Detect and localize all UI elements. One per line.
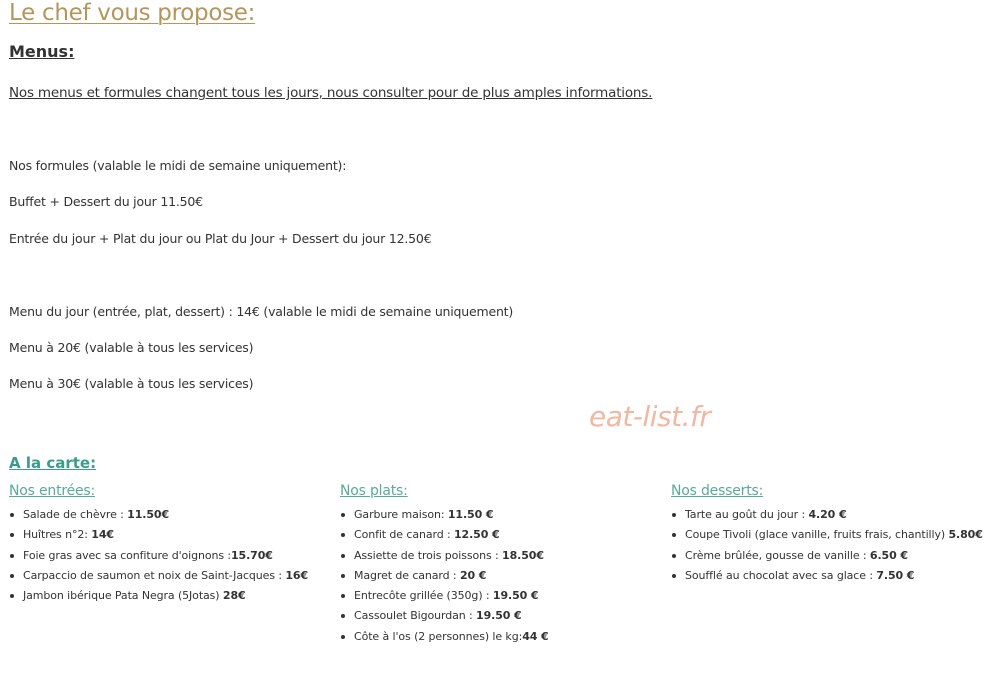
dish-name: Côte à l'os (2 personnes) le kg: xyxy=(354,629,523,643)
entrees-list xyxy=(9,505,308,606)
list-item xyxy=(671,525,983,545)
dish-name: Soufflé au chocolat avec sa glace : xyxy=(685,568,877,582)
plats-section xyxy=(340,483,549,647)
menus-heading: Menus: xyxy=(9,42,75,61)
dish-name: Coupe Tivoli (glace vanille, fruits frais, chantilly) xyxy=(685,528,949,542)
dish-name: Tarte au goût du jour : xyxy=(685,508,809,521)
carte-heading: A la carte: xyxy=(9,454,97,472)
dish-name: Magret de canard : xyxy=(354,568,460,582)
list-item xyxy=(9,546,308,566)
menu-item: Menu à 30€ (valable à tous les services) xyxy=(9,376,254,391)
list-item xyxy=(671,505,983,525)
list-item xyxy=(340,525,549,545)
dish-price: 15.70€ xyxy=(230,548,273,562)
dish-name: Crème brûlée, gousse de vanille : xyxy=(685,548,870,562)
dish-price: 7.50 € xyxy=(876,568,915,582)
list-item xyxy=(340,566,549,586)
dish-name: Huîtres n°2: xyxy=(23,528,92,542)
dish-name: Garbure maison: xyxy=(354,508,448,521)
desserts-heading: Nos desserts: xyxy=(671,483,764,499)
list-item xyxy=(340,606,549,626)
dish-price: 18.50€ xyxy=(502,548,544,562)
dish-name: Jambon ibérique Pata Negra (5Jotas) xyxy=(23,589,223,603)
list-item xyxy=(340,546,549,566)
entrees-section xyxy=(9,483,308,606)
plats-list xyxy=(340,505,549,647)
list-item xyxy=(340,505,549,525)
dish-price: 19.50 € xyxy=(492,589,539,603)
dish-price: 6.50 € xyxy=(869,548,908,562)
list-item xyxy=(9,566,308,586)
dish-price: 19.50 € xyxy=(476,609,522,623)
entrees-heading: Nos entrées: xyxy=(9,483,96,499)
list-item xyxy=(340,627,549,647)
desserts-section xyxy=(671,483,983,586)
formule-item: Entrée du jour + Plat du jour ou Plat du Jour + Dessert du jour 12.50€ xyxy=(9,231,432,246)
dish-name: Carpaccio de saumon et noix de Saint-Jacques : xyxy=(23,568,286,582)
dish-name: Assiette de trois poissons : xyxy=(354,548,503,562)
menu-item: Menu du jour (entrée, plat, dessert) : 14€ (valable le midi de semaine uniquement) xyxy=(9,304,514,319)
dish-price: 11.50 € xyxy=(447,508,494,521)
formule-item: Buffet + Dessert du jour 11.50€ xyxy=(9,194,203,209)
dish-name: Confit de canard : xyxy=(354,528,454,542)
dish-name: Salade de chèvre : xyxy=(23,508,128,521)
dish-price: 44 € xyxy=(522,629,549,643)
list-item xyxy=(9,505,308,525)
dish-name: Foie gras avec sa confiture d'oignons : xyxy=(23,548,231,562)
list-item xyxy=(671,566,983,586)
list-item xyxy=(671,546,983,566)
dish-price: 20 € xyxy=(459,568,487,582)
dish-price: 4.20 € xyxy=(808,508,847,521)
dish-price: 12.50 € xyxy=(453,528,500,542)
list-item xyxy=(9,586,308,606)
dish-price: 28€ xyxy=(222,589,246,603)
plats-heading: Nos plats: xyxy=(340,483,408,499)
menus-notice: Nos menus et formules changent tous les jours, nous consulter pour de plus amples informations. xyxy=(9,85,653,101)
dish-price: 14€ xyxy=(91,528,114,542)
formules-intro: Nos formules (valable le midi de semaine uniquement): xyxy=(9,158,347,173)
desserts-list xyxy=(671,505,983,586)
dish-price: 5.80€ xyxy=(948,528,983,542)
watermark-text: eat-list.fr xyxy=(589,400,711,433)
list-item xyxy=(9,525,308,545)
dish-name: Cassoulet Bigourdan : xyxy=(354,609,477,623)
page-title: Le chef vous propose: xyxy=(9,0,256,26)
dish-price: 11.50€ xyxy=(127,508,170,521)
dish-name: Entrecôte grillée (350g) : xyxy=(354,589,493,603)
dish-price: 16€ xyxy=(285,568,309,582)
list-item xyxy=(340,586,549,606)
menu-item: Menu à 20€ (valable à tous les services) xyxy=(9,340,254,355)
